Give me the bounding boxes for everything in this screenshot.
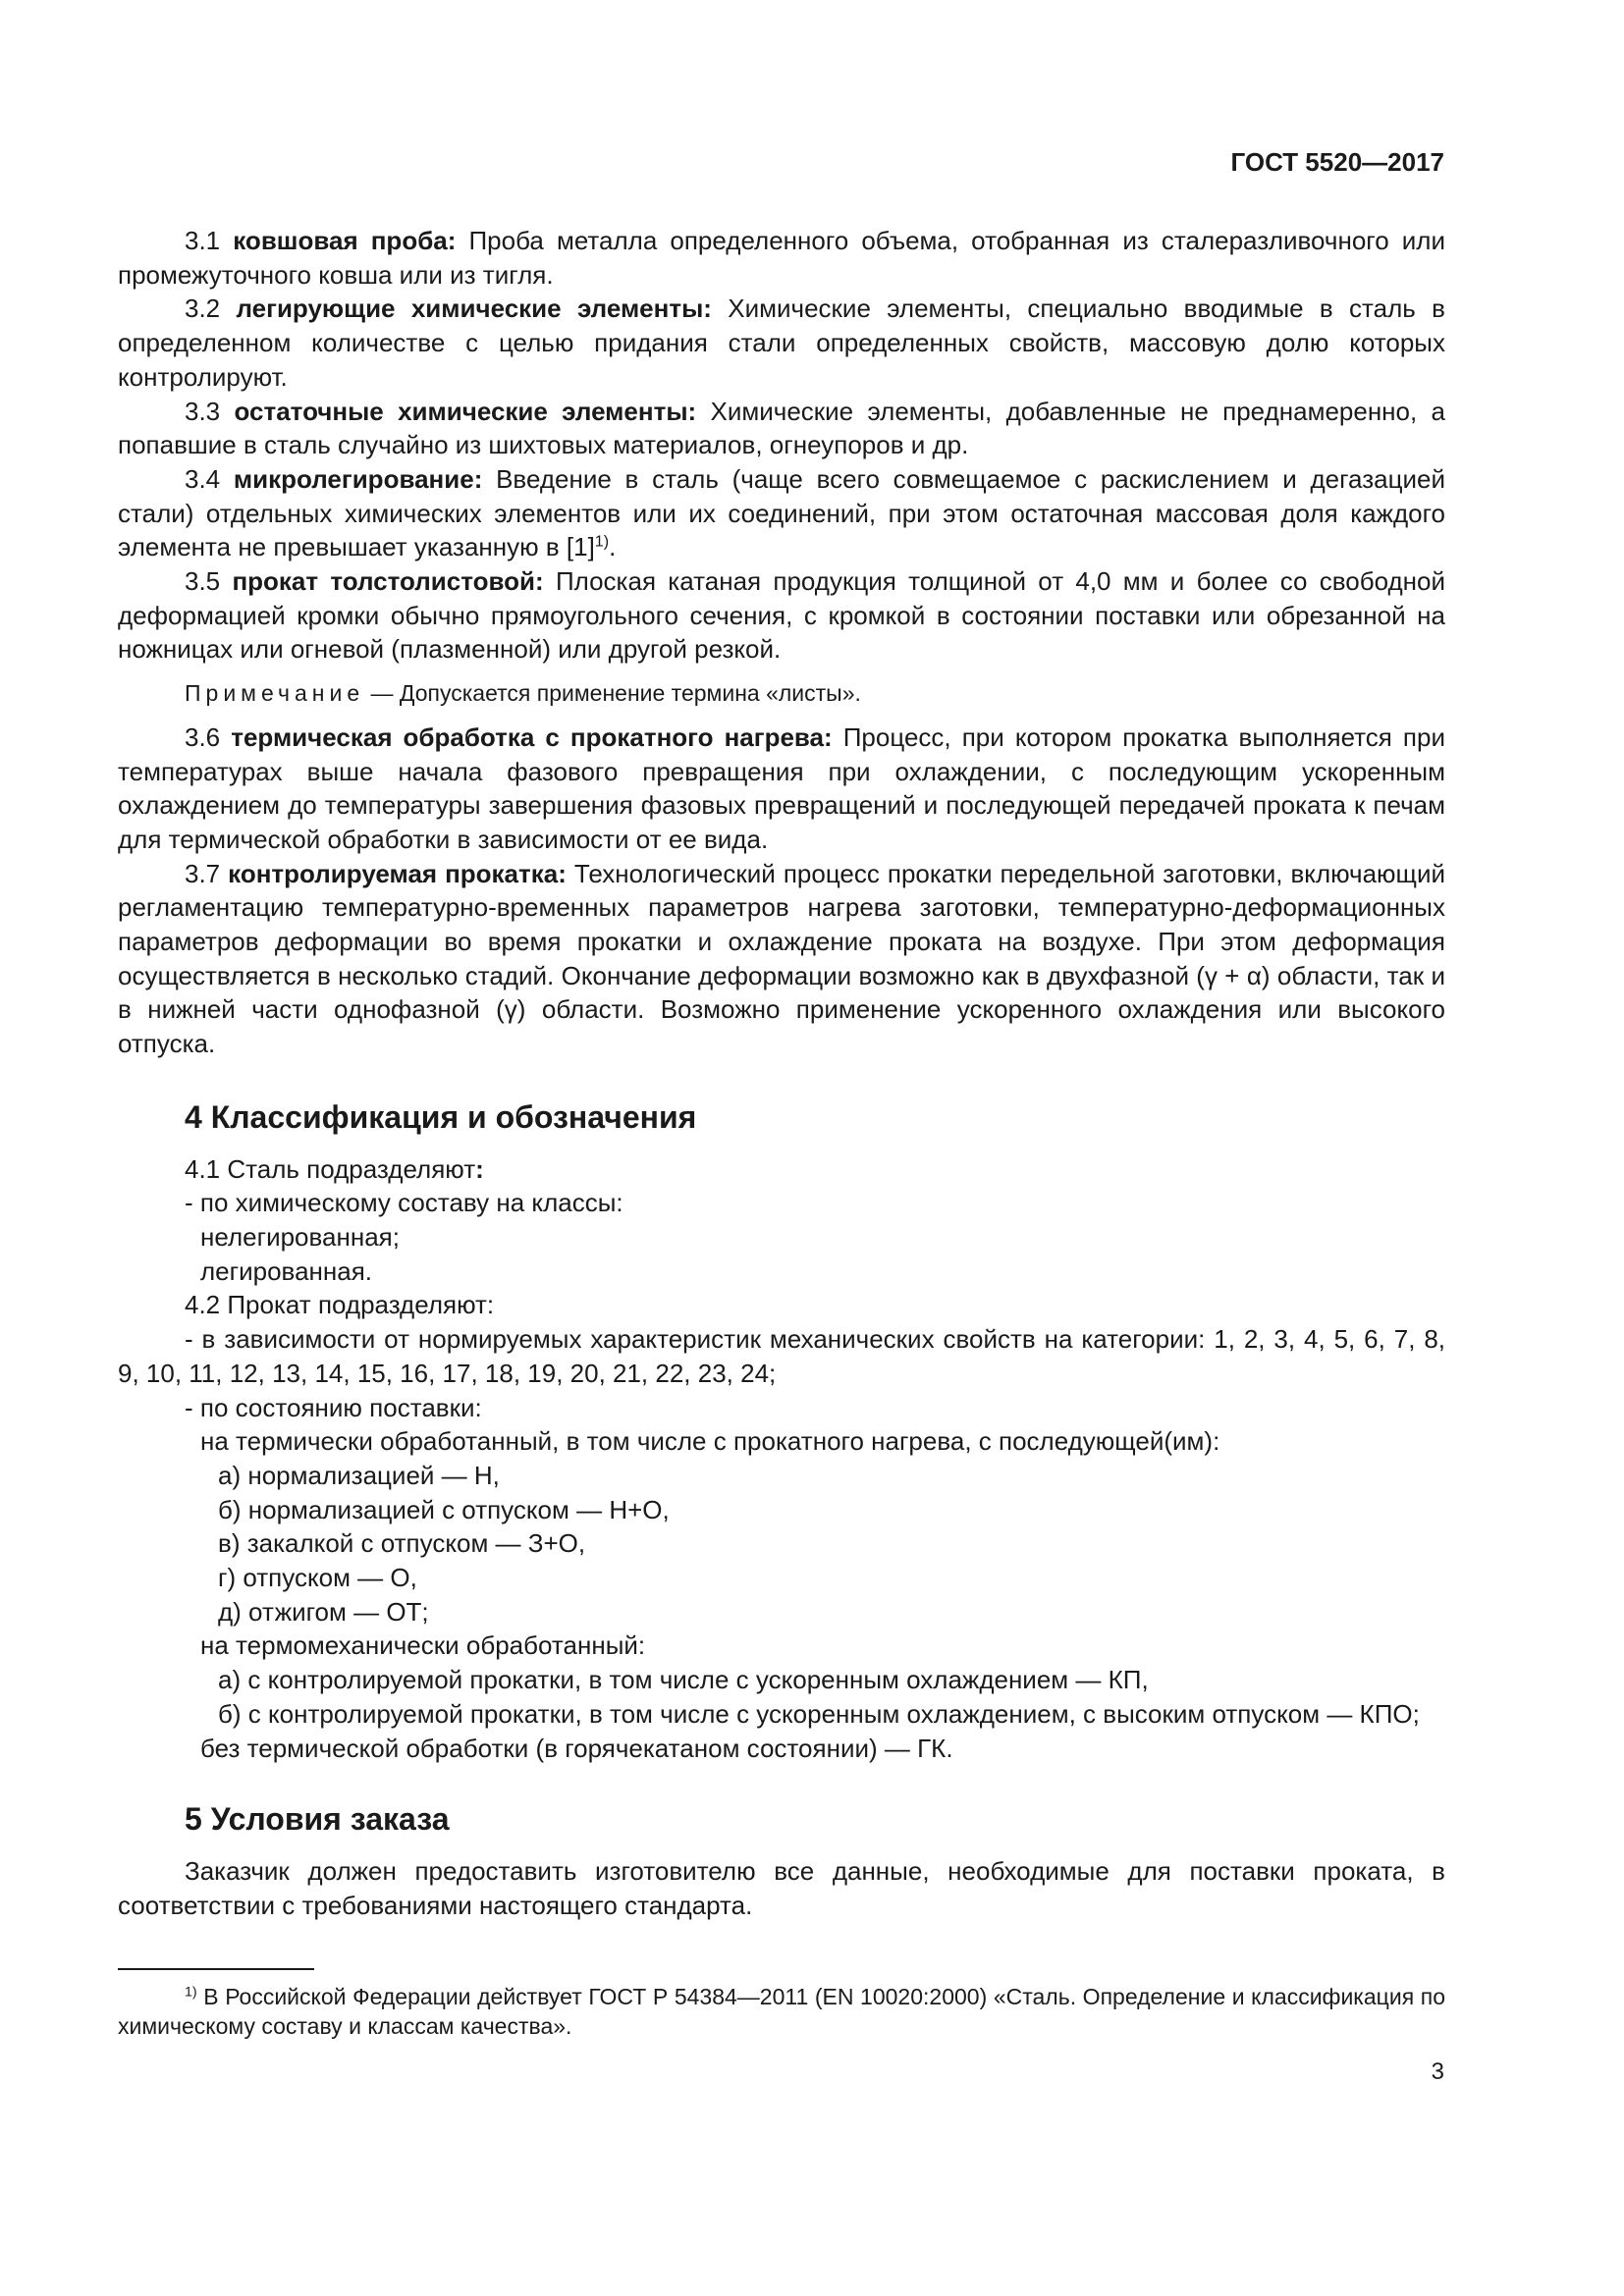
term-title: ковшовая проба: bbox=[233, 226, 457, 255]
term-title: остаточные химические элементы: bbox=[234, 396, 697, 426]
section-4-title: 4 Классификация и обозначения bbox=[185, 1098, 697, 1135]
term-3-6: 3.6 термическая обработка с прокатного нагрева: Процесс, при котором прокатка выполняется при температурах выше начала фазового превращения при охлаждении, с последующим ускоренным охлаждением до температуры завершения фазовых превращений и последующей передачей проката к печам для термической обработки в зависимости от ее вида. bbox=[118, 721, 1445, 854]
term-3-7: 3.7 контролируемая прокатка: Технологический процесс прокатки передельной заготовки, включающий регламентацию температурно-временных параметров нагрева заготовки, температурно-деформационных параметров деформации во время прокатки и охлаждение проката на воздухе. При этом деформация осуществляется в несколько стадий. Окончание деформации возможно как в двухфазной (γ + α) области, так и в нижней части однофазной (γ) области. Возможно применение ускоренного охлаждения или высокого отпуска. bbox=[118, 858, 1445, 1059]
section-5-text: Заказчик должен предоставить изготовителю все данные, необходимые для поставки проката, в соответствии с требованиями настоящего стандарта. bbox=[118, 1855, 1445, 1920]
footnote-mark: 1) bbox=[185, 1984, 197, 2001]
list-item: нелегированная; bbox=[200, 1221, 400, 1252]
term-3-5: 3.5 прокат толстолистовой: Плоская катаная продукция толщиной от 4,0 мм и более со свободной деформацией кромки обычно прямоугольного сечения, с кромкой в состоянии поставки или обрезанной на ножницах или огневой (плазменной) или другой резкой. bbox=[118, 566, 1446, 665]
footnote-reference: 1) bbox=[594, 532, 610, 551]
list-item: в) закалкой с отпуском — З+О, bbox=[218, 1528, 586, 1559]
list-item: - по состоянию поставки: bbox=[185, 1392, 482, 1422]
list-item: легированная. bbox=[200, 1255, 373, 1286]
list-item: д) отжигом — ОТ; bbox=[218, 1596, 429, 1627]
list-item: б) с контролируемой прокатки, в том числе с ускоренным охлаждением, с высоким отпуском — КПО; bbox=[218, 1698, 1420, 1729]
clause-4-2: 4.2 Прокат подразделяют: bbox=[185, 1290, 495, 1320]
list-item: а) нормализацией — Н, bbox=[218, 1460, 500, 1490]
clause-4-1: 4.1 Сталь подразделяют: bbox=[185, 1153, 484, 1184]
term-3-4: 3.4 микролегирование: Введение в сталь (чаще всего совмещаемое с раскислением и дегазацией стали) отдельных химических элементов или их соединений, при этом остаточная массовая доля каждого элемента не превышает указанную в $[1]^{1)}$. bbox=[118, 463, 1445, 562]
note: Примечание — Допускается применение термина «листы». bbox=[185, 680, 861, 707]
list-item: б) нормализацией с отпуском — Н+О, bbox=[218, 1494, 670, 1524]
list-item: без термической обработки (в горячекатаном состоянии) — ГК. bbox=[200, 1733, 953, 1763]
term-title: легирующие химические элементы: bbox=[236, 294, 712, 324]
note-label: Примечание bbox=[185, 680, 365, 707]
term-title: прокат толстолистовой: bbox=[232, 566, 544, 597]
term-3-2: 3.2 легирующие химические элементы: Химические элементы, специально вводимые в сталь в определенном количестве с целью придания стали определенных свойств, массовую долю которых контролируют. bbox=[118, 294, 1445, 392]
term-title: микролегирование: bbox=[233, 463, 483, 494]
term-3-1: 3.1 ковшовая проба: Проба металла определенного объема, отобранная из сталеразливочного или промежуточного ковша или из тигля. bbox=[118, 226, 1445, 290]
term-title: термическая обработка с прокатного нагрева: bbox=[231, 721, 833, 752]
document-header: ГОСТ 5520—2017 bbox=[1230, 147, 1444, 177]
list-item: - в зависимости от нормируемых характеристик механических свойств на категории: 1, 2, 3, 4, 5, 6, 7, 8, 9, 10, 11, 12, 13, 14, 15, 16, 17, 18, 19, 20, 21, 22, 23, 24; bbox=[118, 1324, 1445, 1388]
page-number: 3 bbox=[1431, 2058, 1444, 2085]
footnote-separator bbox=[118, 1968, 314, 1970]
section-5-title: 5 Условия заказа bbox=[185, 1801, 450, 1838]
list-item: а) с контролируемой прокатки, в том числе с ускоренным охлаждением — КП, bbox=[218, 1665, 1149, 1695]
document-body bbox=[118, 224, 1445, 1922]
footnote: $^{1)}$ В Российской Федерации действует ГОСТ Р 54384—2011 (EN 10020:2000) «Сталь. Определение и классификация по химическому составу и классам качества». bbox=[118, 1984, 1445, 2039]
term-title: контролируемая прокатка: bbox=[228, 858, 567, 888]
list-item: на термически обработанный, в том числе с прокатного нагрева, с последующей(им): bbox=[200, 1426, 1220, 1457]
list-item: г) отпуском — О, bbox=[218, 1563, 417, 1593]
term-3-3: 3.3 остаточные химические элементы: Химические элементы, добавленные не преднамеренно, а попавшие в сталь случайно из шихтовых материалов, огнеупоров и др. bbox=[118, 396, 1445, 460]
list-item: на термомеханически обработанный: bbox=[200, 1630, 646, 1661]
list-item: - по химическому составу на классы: bbox=[185, 1188, 623, 1218]
